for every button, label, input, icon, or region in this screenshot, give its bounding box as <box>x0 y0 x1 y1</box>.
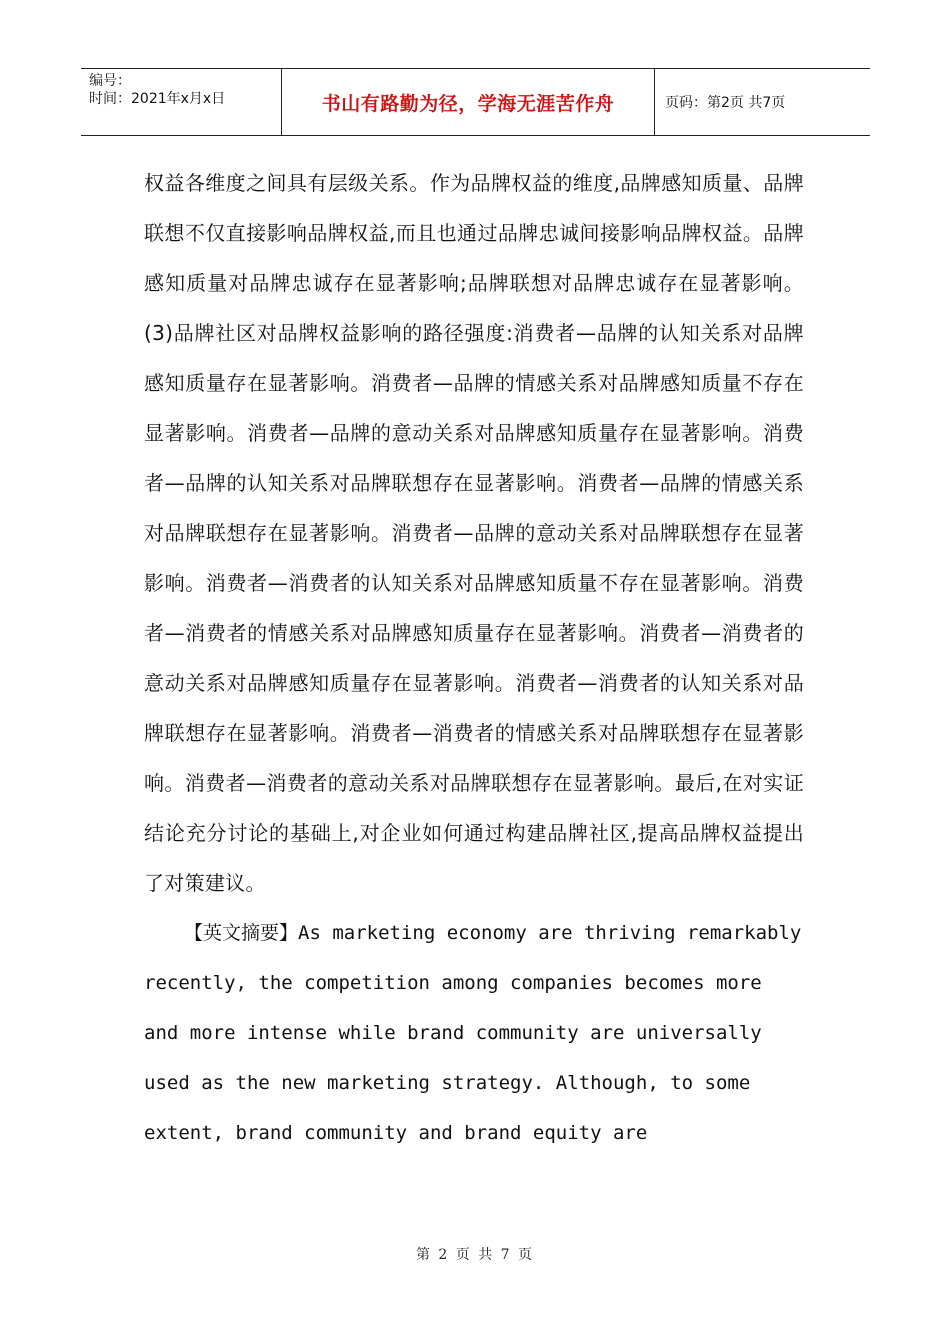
document-date-label: 时间：2021年x月x日 <box>89 91 226 107</box>
page-footer: 第 2 页 共 7 页 <box>415 1247 535 1263</box>
english-abstract-text: As marketing economy are thriving remarkably recently, the competition among companies becomes more and more intense while brand community are universally used as the new marketing strategy. Although, to some extent, brand community and brand equity are <box>144 922 802 1144</box>
page-header <box>81 68 870 136</box>
english-abstract-paragraph <box>144 908 804 1158</box>
header-meta-cell <box>81 69 282 135</box>
document-number-label: 编号： <box>89 73 131 89</box>
document-body <box>144 158 804 1158</box>
header-motto: 书山有路勤为径，学海无涯苦作舟 <box>282 69 655 135</box>
header-page-number: 页码：第2页 共7页 <box>665 95 786 111</box>
chinese-abstract-paragraph: 权益各维度之间具有层级关系。作为品牌权益的维度,品牌感知质量、品牌联想不仅直接影响品牌权益,而且也通过品牌忠诚间接影响品牌权益。品牌感知质量对品牌忠诚存在显著影响;品牌联想对品牌忠诚存在显著影响。(3)品牌社区对品牌权益影响的路径强度:消费者—品牌的认知关系对品牌感知质量存在显著影响。消费者—品牌的情感关系对品牌感知质量不存在显著影响。消费者—品牌的意动关系对品牌感知质量存在显著影响。消费者—品牌的认知关系对品牌联想存在显著影响。消费者—品牌的情感关系对品牌联想存在显著影响。消费者—品牌的意动关系对品牌联想存在显著影响。消费者—消费者的认知关系对品牌感知质量不存在显著影响。消费者—消费者的情感关系对品牌感知质量存在显著影响。消费者—消费者的意动关系对品牌感知质量存在显著影响。消费者—消费者的认知关系对品牌联想存在显著影响。消费者—消费者的情感关系对品牌联想存在显著影响。消费者—消费者的意动关系对品牌联想存在显著影响。最后,在对实证结论充分讨论的基础上,对企业如何通过构建品牌社区,提高品牌权益提出了对策建议。 <box>144 171 804 895</box>
english-abstract-label: 【英文摘要】 <box>184 922 299 944</box>
